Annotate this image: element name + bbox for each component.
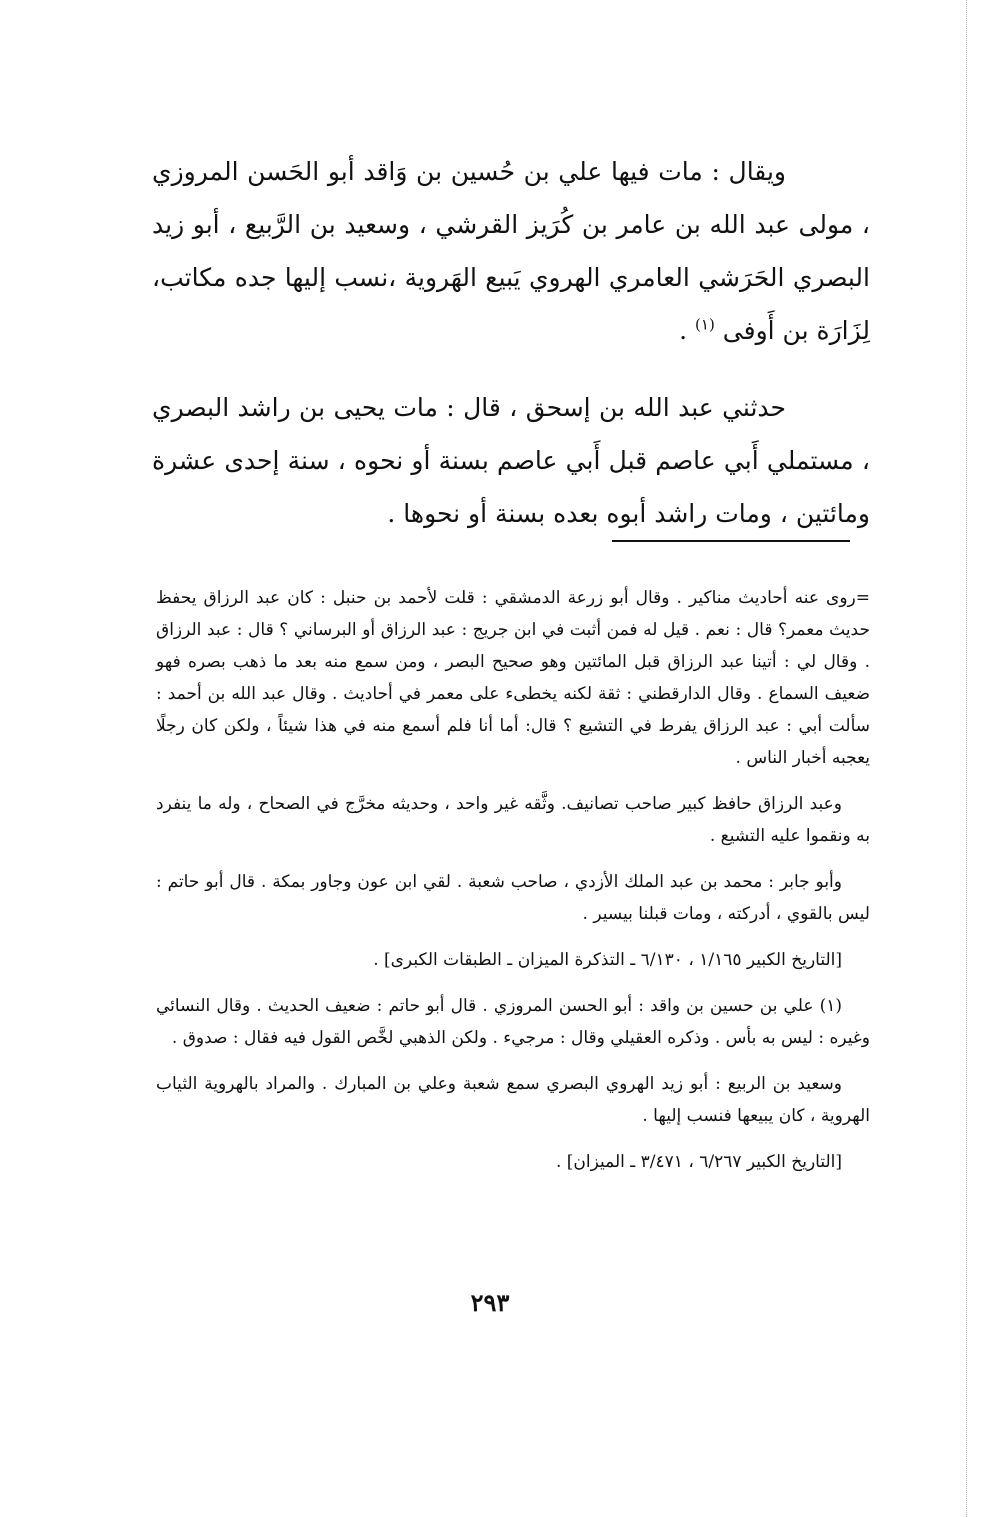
footnote-paragraph: وعبد الرزاق حافظ كبير صاحب تصانيف. وثَّقه غير واحد ، وحديثه مخرَّج في الصحاح ، وله ما ينفرد به ونقموا عليه التشيع .	[156, 794, 870, 846]
main-paragraph-2: حدثني عبد الله بن إسحق ، قال : مات يحيى بن راشد البصري ، مستملي أَبي عاصم قبل أَبي عاصم بسنة أو نحوه ، سنة إحدى عشرة ومائتين ، ومات راشد أبوه بعده بسنة أو نحوها .	[152, 393, 870, 528]
footnote-paragraph: وأبو جابر : محمد بن عبد الملك الأزدي ، صاحب شعبة . لقي ابن عون وجاور بمكة . قال أبو حاتم : ليس بالقوي ، أدركته ، ومات قبلنا بيسير .	[156, 872, 870, 924]
footnote-reference-list: [التاريخ الكبير ٦/٢٦٧ ، ٣/٤٧١ ـ الميزان] .	[555, 1152, 842, 1172]
footnote-paragraph: وسعيد بن الربيع : أبو زيد الهروي البصري سمع شعبة وعلي بن المبارك . والمراد بالهروية الثياب الهروية ، كان يبيعها فنسب إليها .	[156, 1074, 870, 1126]
main-text	[152, 145, 870, 540]
footnote-ref[interactable]: (١)	[695, 315, 715, 334]
main-paragraph-1	[152, 145, 870, 357]
footnotes	[156, 582, 870, 1192]
scan-edge	[966, 0, 967, 1517]
main-paragraph-1-end: .	[679, 316, 688, 345]
main-paragraph-1-text: ويقال : مات فيها علي بن حُسين بن وَاقد أبو الحَسن المروزي ، مولى عبد الله بن عامر بن كُرَيز القرشي ، وسعيد بن الرَّبيع ، أبو زيد البصري الحَرَشي العامري الهروي يَبيع الهَروية ،نسب إليها جده مكاتب، لِزَارَة بن أَوفى	[152, 157, 870, 345]
footnote-reference-list: [التاريخ الكبير ١/١٦٥ ، ٦/١٣٠ ـ التذكرة الميزان ـ الطبقات الكبرى] .	[373, 950, 842, 970]
page-number: ٢٩٣	[470, 1288, 510, 1317]
footnote-1: (١) علي بن حسين بن واقد : أبو الحسن المروزي . قال أبو حاتم : ضعيف الحديث . وقال النسائي وغيره : ليس به بأس . وذكره العقيلي وقال : مرجيء . ولكن الذهبي لخَّص القول فيه فقال : صدوق .	[156, 996, 870, 1048]
footnote-continuation: =روى عنه أحاديث مناكير . وقال أبو زرعة الدمشقي : قلت لأحمد بن حنبل : كان عبد الرزاق يحفظ حديث معمر؟ قال : نعم . قيل له فمن أثبت في ابن جريج : عبد الرزاق أو البرساني ؟ قال : عبد الرزاق . وقال لي : أتينا عبد الرزاق قبل المائتين وهو صحيح البصر ، ومن سمع منه بعد ما ذهب بصره فهو ضعيف السماع . وقال الدارقطني : ثقة لكنه يخطىء على معمر في أحاديث . وقال عبد الله بن أحمد : سألت أبي : عبد الرزاق يفرط في التشيع ؟ قال: أما أنا فلم أسمع منه في هذا شيئاً ، ولكن كان رجلًا يعجبه أخبار الناس .	[156, 588, 871, 768]
footnote-separator	[612, 540, 850, 542]
